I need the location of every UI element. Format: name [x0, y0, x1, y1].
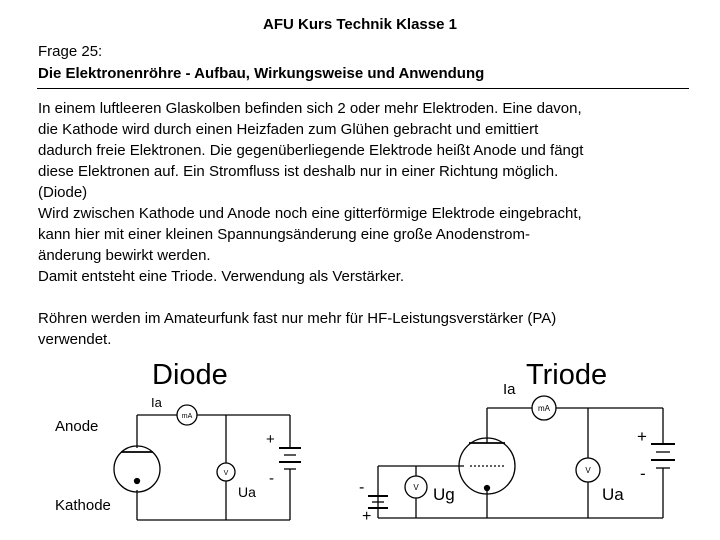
voltmeter-label: V — [585, 466, 591, 475]
anode-battery-icon — [651, 444, 675, 468]
minus-sign: - — [359, 479, 365, 496]
triode-cathode-dot — [485, 486, 490, 491]
diode-cathode-dot — [135, 479, 140, 484]
body-line: In einem luftleeren Glaskolben befinden sich 2 oder mehr Elektroden. Eine davon, — [38, 100, 582, 117]
body-line: dadurch freie Elektronen. Die gegenüberliegende Elektrode heißt Anode und fängt — [38, 142, 584, 159]
diode-current-label: Ia — [151, 395, 162, 410]
ammeter-label: mA — [181, 413, 193, 420]
question-title: Die Elektronenröhre - Aufbau, Wirkungsweise und Anwendung — [38, 65, 485, 82]
diode-title: Diode — [152, 359, 228, 391]
plus-sign: + — [266, 431, 275, 448]
minus-sign: - — [640, 464, 646, 483]
cathode-label: Kathode — [55, 497, 111, 514]
diode-circuit — [55, 359, 301, 520]
body-line: (Diode) — [38, 184, 88, 201]
plus-sign: + — [637, 427, 647, 446]
note-line: verwendet. — [38, 331, 112, 348]
anode-label: Anode — [55, 418, 99, 435]
body-line: Damit entsteht eine Triode. Verwendung als Verstärker. — [38, 268, 405, 285]
diode-voltage-label: Ua — [238, 484, 256, 500]
anode-voltage-label: Ua — [602, 485, 624, 504]
explanation-text — [38, 98, 698, 350]
plus-sign: + — [362, 508, 372, 525]
body-line: änderung bewirkt werden. — [38, 247, 211, 264]
question-number: Frage 25: — [38, 43, 103, 60]
body-line: diese Elektronen auf. Ein Stromfluss ist deshalb nur in einer Richtung möglich. — [38, 163, 559, 180]
triode-current-label: Ia — [503, 381, 516, 398]
body-line: kann hier mit einer kleinen Spannungsänderung eine große Anodenstrom- — [38, 226, 530, 243]
minus-sign: - — [269, 470, 274, 487]
battery-icon — [279, 448, 301, 469]
grid-voltage-label: Ug — [433, 485, 455, 504]
voltmeter-label: V — [223, 470, 229, 477]
ammeter-label: mA — [538, 404, 550, 413]
grid-voltmeter-label: V — [413, 483, 419, 492]
body-line: die Kathode wird durch einen Heizfaden zum Glühen gebracht und emittiert — [38, 121, 539, 138]
triode-circuit — [359, 359, 675, 525]
title-divider — [37, 88, 689, 89]
page-header: AFU Kurs Technik Klasse 1 — [263, 16, 457, 33]
note-line: Röhren werden im Amateurfunk fast nur mehr für HF-Leistungsverstärker (PA) — [38, 310, 557, 327]
body-line: Wird zwischen Kathode und Anode noch eine gitterförmige Elektrode eingebracht, — [38, 205, 582, 222]
triode-title: Triode — [526, 359, 608, 391]
circuit-diagrams — [0, 355, 720, 540]
